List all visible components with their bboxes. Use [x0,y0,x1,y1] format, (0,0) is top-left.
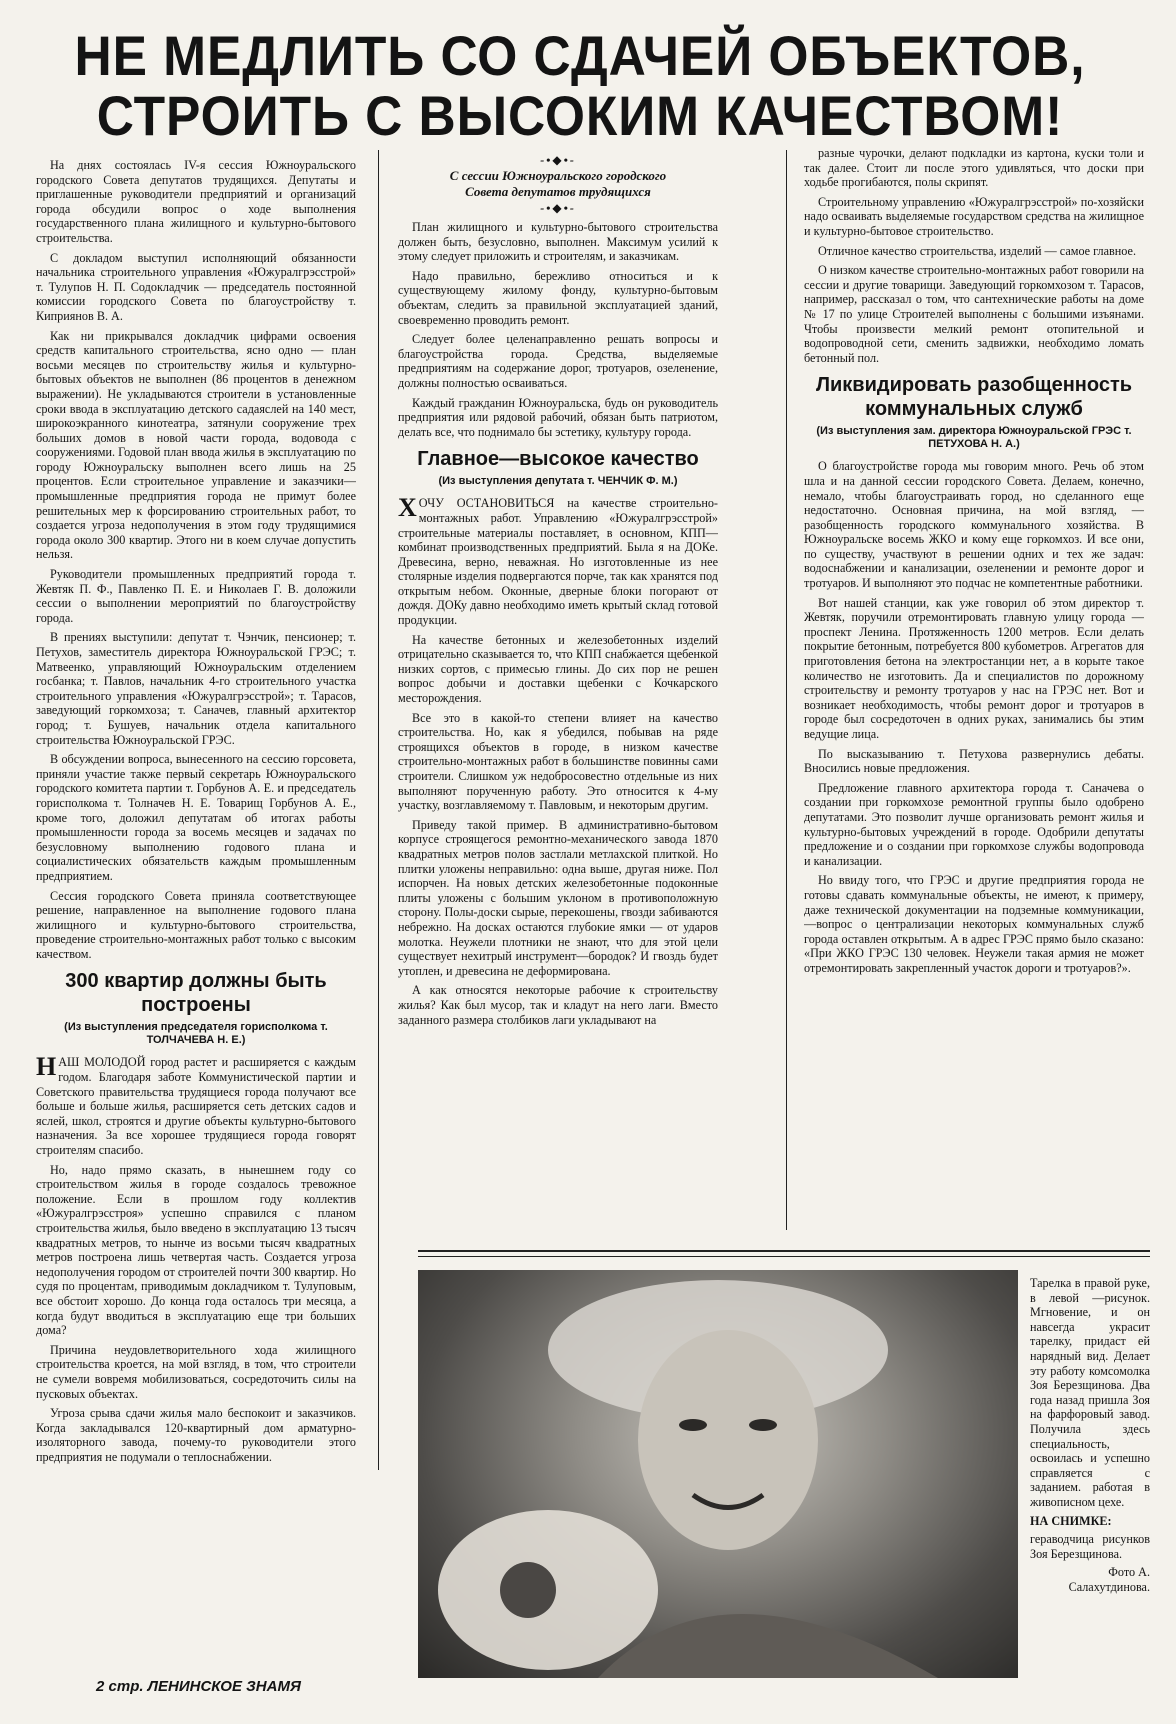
paragraph: АШ МОЛОДОЙ город растет и расширяется с каждым годом. Благодаря заботе Коммунистической партии и Советского правительства трудящиеся города получают все больше и больше жилья, расширяется сеть детских садов и яслей, школ, строятся и другие объекты культурно-бытового назначения. За все хорошее трудящиеся города говорят строителям спасибо. [36,1055,356,1158]
rubric-line-1: С сессии Южноуральского городского [449,168,667,183]
paragraph: Руководители промышленных предприятий города т. Жевтяк П. Ф., Павленко П. Е. и Николаев Г. В. доложили сессии о выполнении мероприятий по благоустройству города. [36,567,356,625]
paragraph: Приведу такой пример. В административно-бытовом корпусе строящегося ремонтно-механического завода 1870 квадратных метров полов застлали метлахской плиткой. Но плитки уложены неправильно: одна выше, другая ниже. Пол испорчен. На новых детских железобетонные подоконные плиты уложены с большим уклоном в противоположную сторону. Полы-доски сырые, перекошены, гвозди забиваются небрежно. На досках остаются глубокие ямки — от ударов молотка. Неужели плотники не знают, что для этой цели существует нехитрый инструмент—бородок? И гвоздь будет утоплен, и древесина не деформирована. [398,817,718,978]
column-rule [786,150,787,1230]
ornament-bottom: -•◆•- [540,201,576,215]
paragraph: Все это в какой-то степени влияет на качество строительства. Но, как я убедился, побывав на ряде строящихся объектов в городе, в низком качестве строительно-монтажных работ в большинстве повинны сами строители. Слишком уж недобросовестно отдельные из них выполняют порученную работу. Это относится к 4-му участку, возглавляемому т. Павловым, и некоторым другим. [398,710,718,813]
section-title: Главное—высокое качество [417,448,699,471]
headline-line-1: НЕ МЕДЛИТЬ СО СДАЧЕЙ ОБЪЕКТОВ, [74,24,1086,87]
paragraph: На качестве бетонных и железобетонных изделий отрицательно сказывается то, что КПП снабжается щебенкой низких сортов, с примесью глины. До сих пор не решен вопрос добычи и доставки щебенки с Кочкарского месторождения. [398,632,718,706]
paragraph: Угроза срыва сдачи жилья мало беспокоит и заказчиков. Когда закладывался 120-квартирный дом арматурно-изоляторного завода, почему-то руководители этого предприятия не подумали о теплоснабжении. [36,1406,356,1464]
paragraph: Надо правильно, бережливо относиться и к существующему жилому фонду, культурно-бытовым объектам, следить за правильной эксплуатацией зданий, своевременно проводить ремонт. [398,268,718,327]
paragraph: О благоустройстве города мы говорим много. Речь об этом шла и на данной сессии городского Совета. Делаем, конечно, немало, чтобы благоустраивать город, но сделанного еще недостаточно. Основная причина, на мой взгляд, — разобщенность городского коммунального хозяйства. В Южноуральске восемь ЖКО и кому еще горкомхоз. И все они, по существу, участвуют в решении одних и тех же задач: водоснабжении и канализации, озеленении и ремонте дорог и тротуаров. И выполняют это подчас не компетентные работники. [804,459,1144,591]
column-1 [36,158,356,1480]
paragraph: На днях состоялась IV-я сессия Южноуральского городского Совета депутатов трудящихся. Депутаты и приглашенные руководители предприятий и организаций города обсудили вопрос о ходе выполнения государственного плана жилищного и культурно-бытового строительства. [36,158,356,245]
paragraph: Строительному управлению «Южуралгрэсстрой» по-хозяйски надо осваивать выделяемые государством средства на жилищное и культурно-бытовое строительство. [804,194,1144,238]
caption-label: НА СНИМКЕ: [1030,1513,1112,1528]
photo-caption [1030,1276,1150,1598]
column-2 [398,220,718,1140]
paragraph: Отличное качество строительства, изделий — самое главное. [818,243,1136,258]
caption-text: гераводчица рисунков Зоя Березщинова. [1030,1532,1150,1561]
column-3 [804,146,1144,1238]
paragraph: О низком качестве строительно-монтажных работ говорили на сессии и другие товарищи. Заведующий горкомхозом т. Тарасов, например, рассказал о том, что сантехнические работы на доме № 17 по улице Строителей выполнены с большими изъянами. Чтобы произвести мелкий ремонт отопительной и водопроводной сети, сменить задвижки, необходимо ломать бетонный пол. [804,263,1144,365]
paragraph: Причина неудовлетворительного хода жилищного строительства кроется, на мой взгляд, в том, что строители не сумели вовремя мобилизоваться, сосредоточить силы на пусковых объектах. [36,1342,356,1401]
photo-credit: Фото А. Салахутдинова. [1068,1565,1150,1594]
paragraph: ОЧУ ОСТАНОВИТЬСЯ на качестве строительно-монтажных работ. Управлению «Южуралгрэсстрой» строительные материалы поставляет, в основном, КПП— комбинат производственных предприятий. Была я на ДОКе. Древесина, верно, неважная. Но изготовленные из нее столярные изделия подвергаются порче, так как хранятся под открытым небом. Оконные, дверные блоки погорают от дождя. ДОКу давно необходимо иметь крытый склад готовой продукции. [398,496,718,628]
paragraph: Но ввиду того, что ГРЭС и другие предприятия города не готовы сдавать коммунальные объекты, не имеют, к примеру, даже технической документации на подземные коммуникации, —вопрос о централизации некоторых коммунальных служб города оставлен открытым. А в адрес ГРЭС прямо было сказано: «При ЖКО ГРЭС 130 человек. Неужели такая армия не может отремонтировать закрепленный участок дороги и тротуаров?». [804,873,1144,975]
rubric-line-2: Совета депутатов трудящихся [465,184,651,199]
drop-cap: Х [398,493,417,523]
paragraph: По высказыванию т. Петухова развернулись дебаты. Вносились новые предложения. [804,746,1144,776]
paragraph: В прениях выступили: депутат т. Чэнчик, пенсионер; т. Петухов, заместитель директора Южноуральской ГРЭС; т. Матвеенко, управляющий Южноуральским отделением госбанка; т. Павлов, начальник 4-го строительного участка строительного управления «Южуралгрэсстрой»; т. Тарасов, заведующий горкомхоза; т. Саначев, главный архитектор город; т. Бушуев, начальник отдела капитального строительства Южноуральской ГРЭС. [36,630,356,747]
caption-text: Тарелка в правой руке, в левой —рисунок. Мгновение, и он навсегда украсит тарелку, придаст ей нарядный вид. Делает эту работу комсомолка Зоя Березщинова. Два года назад пришла Зоя на фарфоровый завод. Получила здесь специальность, освоилась и успешно справляется с заданием. работая в живописном цехе. [1030,1276,1150,1509]
paragraph: А как относятся некоторые рабочие к строительству жилья? Как был мусор, так и кладут на него лаги. Вместо заданного размера столбиков лаги укладывают на [398,983,718,1027]
ornament-top: -•◆•- [540,153,576,167]
paragraph: В обсуждении вопроса, вынесенного на сессию горсовета, приняли участие также первый секретарь Южноуральского городского комитета партии т. Горбунов А. Е. и председатель горисполкома т. Толначев Н. Е. Товарищ Горбунов А. Е., кроме того, доложил депутатам об итогах работы промышленности города за восемь месяцев и задачах по безусловному выполнению годового плана и социалистических обязательств каждым промышленным предприятием. [36,752,356,883]
headline [74,26,1086,146]
drop-cap: Н [36,1052,57,1082]
photo-rule [418,1256,1150,1257]
paragraph: Вот нашей станции, как уже говорил об этом директор т. Жевтяк, поручили отремонтировать главную улицу города — проспект Ленина. Протяженность 1200 метров. Если делать покрытие бетонным, потребуется 800 кубометров. Агрегатов для приготовления бетона на электростанции нет, а в корыте такое количество не изготовить. Да и специалистов по дорожному строительству и ремонту тротуаров у нас на ГРЭС нет. Вот и возникает необходимость, чтобы ремонт дорог и тротуаров в городе был сосредоточен в одних руках, занимались бы этим ведущие лица. [804,595,1144,741]
paragraph: Сессия городского Совета приняла соответствующее решение, направленное на выполнение годового плана жилищного и культурно-бытового строительства, проведение строительно-монтажных работ только с высоким качеством. [36,888,356,961]
page-footer: 2 стр. ЛЕНИНСКОЕ ЗНАМЯ [96,1678,301,1695]
column-rule [378,150,379,1470]
paragraph: Предложение главного архитектора города т. Саначева о создании при горкомхозе ремонтной группы было одобрено депутатами. Это позволит лучше организовать ремонт жилья и культурно-бытовых учреждений в городе. Одобрили депутаты предложение и о создании при горкомхозе службы водопровода и канализации. [804,780,1144,868]
paragraph: Но, надо прямо сказать, в нынешнем году со строительством жилья в городе создалось тревожное положение. Если в прошлом году коллектив «Южуралгрэсстроя» успешно справился с планом строительства жилья, было введено в эксплуатацию 13 тысяч квадратных метров, то нынче из восьми тысяч квадратных метров построена лишь четвертая часть. Создается угроза недополучения городом от строителей почти 300 квартир. Но судя по процентам, приводимым докладчиком т. Тулуповым, все обстоит хорошо. До конца года осталось три месяца, а когда будут вводиться в эксплуатацию еще три больших дома? [36,1162,356,1338]
section-title: 300 квартир должны быть построены [65,970,327,1017]
paragraph: План жилищного и культурно-бытового строительства должен быть, безусловно, выполнен. Максимум усилий к этому следует приложить и строителям, и заказчикам. [398,220,718,264]
section-title: Ликвидировать разобщенность коммунальных служб [815,374,1133,421]
section-byline: (Из выступления депутата т. ЧЕНЧИК Ф. М.) [438,475,678,488]
section-byline: (Из выступления председателя горисполкома т. ТОЛЧАЧЕВА Н. Е.) [64,1021,328,1047]
paragraph: Как ни прикрывался докладчик цифрами освоения средств капитального строительства, ясно одно — план восьми месяцев по строительству жилья и культурно-бытовых объектов не выполнен (86 процентов в денежном выражении). Не укладываются строители в установленные сроки ввода в эксплуатацию детского садаяслей на 140 мест, широкоэкранного кинотеатра, затянули сооружение трех больших домов в новой части города, водовода с сооружениями. Годовой план ввода жилья в эксплуатацию по городу Южноуральску выполнен всего лишь на 25 процентов. Если строительное управление и заказчики—промышленные предприятия города не примут более решительных мер к форсированию строительных работ, то создается угроза недополучения в этом году трудящимися города около 300 квартир. Этого ни в коем случае допустить нельзя. [36,328,356,562]
paragraph: С докладом выступил исполняющий обязанности начальника строительного управления «Южуралгрэсстрой» т. Тулупов Н. П. Содокладчик — председатель постоянной комиссии городского Совета по благоустройству т. Киприянов В. А. [36,250,356,323]
paragraph: разные чурочки, делают подкладки из картона, куски толи и так далее. Стоит ли после этого удивляться, что доски при ходьбе прогибаются, полы скрипят. [804,146,1144,190]
paragraph: Следует более целенаправленно решать вопросы и благоустройства города. Средства, выделяемые предприятиям на содержание дорог, тротуаров, озеленение, должны полностью осваиваться. [398,332,718,390]
headline-line-2: СТРОИТЬ С ВЫСОКИМ КАЧЕСТВОМ! [96,84,1064,147]
paragraph: Каждый гражданин Южноуральска, будь он руководитель предприятия или рядовой рабочий, обязан быть патриотом, делать все, что поднимало бы эстетику, культуру города. [398,395,718,439]
photo-rule [418,1250,1150,1252]
portrait-photo [418,1270,1018,1678]
portrait-illustration [418,1270,1018,1678]
section-byline: (Из выступления зам. директора Южноуральской ГРЭС т. ПЕТУХОВА Н. А.) [816,425,1132,451]
rubric [398,152,718,216]
